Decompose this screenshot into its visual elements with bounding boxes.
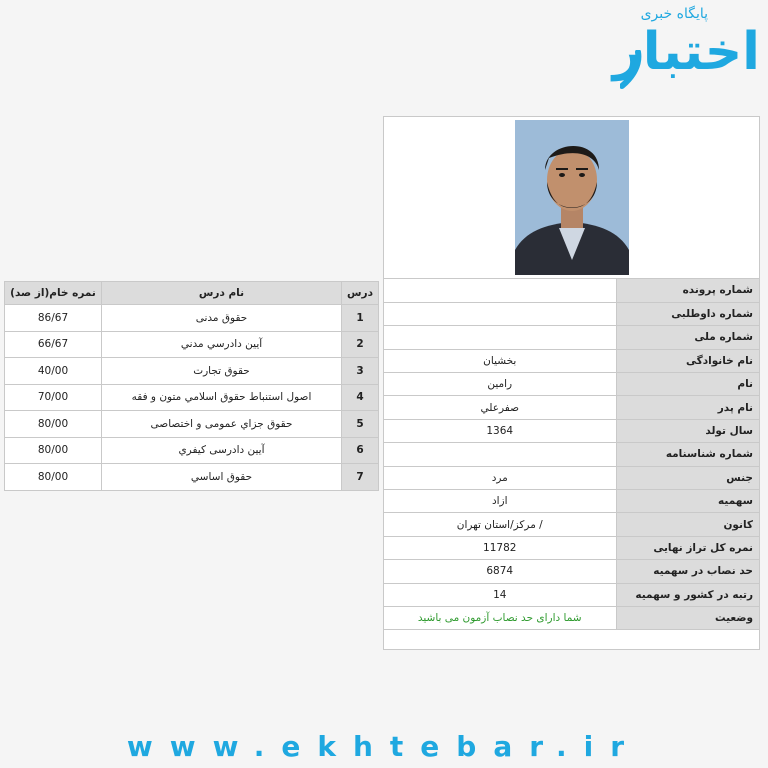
course-number: 6 bbox=[342, 437, 379, 464]
info-row-final-score bbox=[384, 536, 759, 559]
course-score: 80/00 bbox=[5, 464, 102, 491]
info-label: شماره ملی bbox=[616, 326, 759, 349]
info-row-national-id bbox=[384, 326, 759, 349]
candidate-info-card bbox=[383, 116, 760, 650]
table-row bbox=[5, 464, 379, 491]
table-row bbox=[5, 305, 379, 332]
info-value: / مرکز/استان تهران bbox=[384, 513, 616, 536]
info-row-first-name bbox=[384, 373, 759, 396]
info-label: سال تولد bbox=[616, 419, 759, 442]
info-row-rank bbox=[384, 583, 759, 606]
table-row bbox=[5, 331, 379, 358]
info-row-gender bbox=[384, 466, 759, 489]
course-score: 70/00 bbox=[5, 384, 102, 411]
status-message: شما دارای حد نصاب آزمون می باشید bbox=[384, 606, 616, 629]
info-label: جنس bbox=[616, 466, 759, 489]
logo-title: اختبار bbox=[612, 22, 760, 82]
table-row bbox=[5, 437, 379, 464]
info-label: سهمیه bbox=[616, 490, 759, 513]
info-value bbox=[384, 302, 616, 325]
info-value: بخشیان bbox=[384, 349, 616, 372]
info-label: وضعیت bbox=[616, 606, 759, 629]
course-name: حقوق جزاي عمومی و اختصاصی bbox=[102, 411, 342, 438]
info-label: شماره شناسنامه bbox=[616, 443, 759, 466]
course-number: 2 bbox=[342, 331, 379, 358]
info-row-birth-year bbox=[384, 419, 759, 442]
table-row bbox=[5, 384, 379, 411]
header-course-name: نام درس bbox=[102, 282, 342, 305]
info-row-bar-association bbox=[384, 513, 759, 536]
info-value bbox=[384, 326, 616, 349]
candidate-photo bbox=[515, 120, 629, 275]
course-number: 5 bbox=[342, 411, 379, 438]
site-url[interactable]: www.ekhtebar.ir bbox=[126, 730, 642, 763]
info-value: 1364 bbox=[384, 419, 616, 442]
info-value: رامین bbox=[384, 373, 616, 396]
course-score: 40/00 bbox=[5, 358, 102, 385]
info-label: نام خانوادگی bbox=[616, 349, 759, 372]
logo-swash-icon bbox=[620, 50, 642, 90]
info-value: ازاد bbox=[384, 490, 616, 513]
course-name: اصول استنباط حقوق اسلامي متون و فقه bbox=[102, 384, 342, 411]
info-label: شماره پرونده bbox=[616, 279, 759, 302]
info-label: نمره کل تراز نهایی bbox=[616, 536, 759, 559]
course-score: 80/00 bbox=[5, 437, 102, 464]
info-value: 11782 bbox=[384, 536, 616, 559]
info-label: نام bbox=[616, 373, 759, 396]
person-portrait-icon bbox=[515, 120, 629, 275]
site-logo bbox=[612, 6, 760, 98]
header-raw-score: نمره خام(از صد) bbox=[5, 282, 102, 305]
info-value: مرد bbox=[384, 466, 616, 489]
info-row-status bbox=[384, 606, 759, 629]
grades-header-row bbox=[5, 282, 379, 305]
course-number: 7 bbox=[342, 464, 379, 491]
logo-subtitle: پایگاه خبری bbox=[640, 6, 708, 22]
course-name: آيين دادرسی کيفري bbox=[102, 437, 342, 464]
info-label: شماره داوطلبی bbox=[616, 302, 759, 325]
info-label: رتبه در کشور و سهمیه bbox=[616, 583, 759, 606]
info-value bbox=[384, 279, 616, 302]
info-row-file-number bbox=[384, 279, 759, 302]
course-number: 4 bbox=[342, 384, 379, 411]
course-score: 80/00 bbox=[5, 411, 102, 438]
course-name: حقوق تجارت bbox=[102, 358, 342, 385]
info-value bbox=[384, 443, 616, 466]
info-row-quota-threshold bbox=[384, 560, 759, 583]
course-score: 66/67 bbox=[5, 331, 102, 358]
info-row-last-name bbox=[384, 349, 759, 372]
course-score: 86/67 bbox=[5, 305, 102, 332]
info-row-id-number bbox=[384, 443, 759, 466]
header-course-number: درس bbox=[342, 282, 379, 305]
course-number: 3 bbox=[342, 358, 379, 385]
info-row-quota bbox=[384, 490, 759, 513]
info-value: 14 bbox=[384, 583, 616, 606]
table-row bbox=[5, 411, 379, 438]
photo-area bbox=[384, 117, 759, 279]
grades-table bbox=[4, 281, 379, 491]
info-row-father-name bbox=[384, 396, 759, 419]
course-name: آيين دادرسي مدني bbox=[102, 331, 342, 358]
info-row-applicant-number bbox=[384, 302, 759, 325]
info-label: حد نصاب در سهمیه bbox=[616, 560, 759, 583]
course-name: حقوق مدنی bbox=[102, 305, 342, 332]
info-value: صفرعلي bbox=[384, 396, 616, 419]
candidate-info-table bbox=[384, 279, 759, 630]
info-value: 6874 bbox=[384, 560, 616, 583]
info-label: کانون bbox=[616, 513, 759, 536]
course-number: 1 bbox=[342, 305, 379, 332]
info-label: نام پدر bbox=[616, 396, 759, 419]
table-row bbox=[5, 358, 379, 385]
course-name: حقوق اساسي bbox=[102, 464, 342, 491]
